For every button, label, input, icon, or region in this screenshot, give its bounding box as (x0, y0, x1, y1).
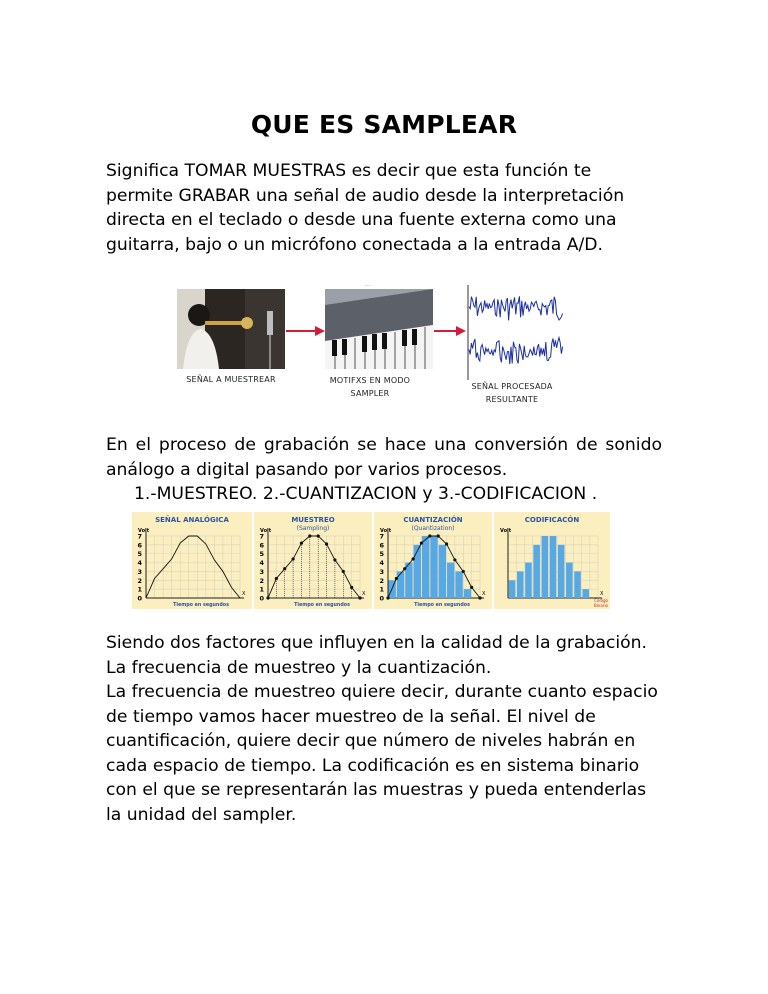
x-axis-label: Tiempo en segundos (173, 603, 229, 608)
x-axis-label: Tiempo en segundos (414, 603, 470, 608)
quantized-bar (422, 536, 429, 598)
coded-bar (509, 580, 516, 598)
y-tick-label: 5 (379, 550, 384, 559)
x-axis-arrow-label: X (482, 591, 486, 597)
sample-point (411, 557, 414, 560)
sample-point (403, 567, 406, 570)
y-axis-label: Volt (500, 528, 512, 534)
caption-sampler-line2: SAMPLER (350, 389, 390, 398)
y-tick-label: 5 (259, 550, 264, 559)
quantized-bar (447, 563, 454, 598)
y-tick-label: 0 (137, 594, 142, 603)
quantized-bar (439, 545, 446, 598)
panel-subtitle: (Sampling) (296, 525, 330, 532)
explanation-paragraph: La frecuencia de muestreo quiere decir, durante cuanto espacio de tiempo vamos hacer muestreo de la señal. El nivel de cuantificación, quiere decir que número de niveles habrán en cada espacio de tiempo. La codificación es en sistema binario con el que se representarán las muestras y pueda entenderlas la unidad del sampler. (106, 682, 658, 825)
y-tick-label: 7 (379, 532, 384, 541)
sample-point (386, 596, 389, 599)
keyboard-sampler-photo (325, 285, 433, 369)
quantized-bar (405, 563, 412, 598)
y-tick-label: 3 (137, 567, 142, 576)
panel-subtitle: (Quantization) (411, 525, 455, 532)
sample-point (283, 567, 286, 570)
quantized-bar (464, 589, 471, 598)
panel-title: CODIFICACÓN (524, 516, 580, 524)
y-tick-label: 7 (137, 532, 142, 541)
codes-label: Binario (593, 603, 608, 608)
page-title: QUE ES SAMPLEAR (250, 110, 518, 139)
y-tick-label: 4 (137, 559, 142, 568)
sample-point (275, 577, 278, 580)
sample-point (266, 596, 269, 599)
sample-point (291, 557, 294, 560)
waveform-display (468, 285, 563, 380)
sample-point (478, 596, 481, 599)
sample-point (350, 586, 353, 589)
caption-sampler (316, 374, 424, 400)
y-axis-label: Volt (380, 528, 392, 534)
codes-label: Código (594, 598, 608, 603)
arrow-icon (286, 326, 325, 336)
y-tick-label: 1 (259, 585, 264, 594)
y-tick-label: 3 (259, 567, 264, 576)
caption-result-line1: SEÑAL PROCESADA (471, 382, 553, 391)
coded-bar (574, 571, 581, 598)
factors-paragraph: Siendo dos factores que influyen en la calidad de la grabación. La frecuencia de muestreo y la cuantización. (106, 633, 648, 678)
coded-bar (517, 571, 524, 598)
sample-point (325, 542, 328, 545)
coded-bar (566, 563, 573, 598)
sample-point (395, 577, 398, 580)
y-tick-label: 2 (137, 576, 142, 585)
coded-bar (550, 536, 557, 598)
coded-bar (558, 545, 565, 598)
sample-point (453, 558, 456, 561)
sample-point (317, 534, 320, 537)
arrow-icon (434, 326, 466, 336)
sample-point (462, 570, 465, 573)
quantized-bar (455, 571, 462, 598)
y-axis-label: Volt (260, 528, 272, 534)
panel-title: CUANTIZACIÓN (403, 516, 463, 524)
y-tick-label: 7 (259, 532, 264, 541)
caption-signal: SEÑAL A MUESTREAR (186, 375, 276, 384)
y-tick-label: 3 (379, 567, 384, 576)
sample-point (342, 570, 345, 573)
x-axis-arrow-label: X (362, 591, 366, 597)
coded-bar (582, 589, 589, 598)
y-tick-label: 2 (259, 576, 264, 585)
sample-point (428, 534, 431, 537)
sample-point (470, 586, 473, 589)
panel-title: SEÑAL ANALÓGICA (155, 516, 229, 524)
coded-bar (542, 536, 549, 598)
y-tick-label: 0 (379, 594, 384, 603)
sample-point (445, 542, 448, 545)
y-tick-label: 6 (259, 541, 264, 550)
y-axis-label: Volt (138, 528, 150, 534)
x-axis-label: Tiempo en segundos (294, 603, 350, 608)
y-tick-label: 6 (137, 541, 142, 550)
chart-panel (132, 512, 252, 609)
y-tick-label: 4 (379, 559, 384, 568)
coded-bar (533, 545, 540, 598)
quantized-bar (414, 545, 421, 598)
panel-title: MUESTREO (291, 516, 335, 524)
caption-result-line2: RESULTANTE (485, 395, 539, 404)
intro-paragraph: Significa TOMAR MUESTRAS es decir que esta función te permite GRABAR una señal de audio desde la interpretación directa en el teclado o desde una fuente externa como una guitarra, bajo o un micrófono conectada a la entrada A/D. (106, 161, 625, 255)
y-tick-label: 0 (259, 594, 264, 603)
sample-point (333, 558, 336, 561)
sample-point (358, 596, 361, 599)
y-tick-label: 2 (379, 576, 384, 585)
sample-point (437, 534, 440, 537)
process-steps: 1.-MUESTREO. 2.-CUANTIZACION y 3.-CODIFICACION . (134, 484, 598, 504)
coded-bar (525, 563, 532, 598)
caption-sampler-line1: MOTIFXS EN MODO (329, 376, 411, 385)
sample-point (420, 541, 423, 544)
y-tick-label: 6 (379, 541, 384, 550)
analog-to-digital-figure (132, 512, 610, 609)
caption-result (458, 380, 566, 406)
y-tick-label: 5 (137, 550, 142, 559)
x-axis-arrow-label: X (600, 591, 604, 597)
quantized-bar (430, 536, 437, 598)
trumpet-player-photo (177, 289, 285, 369)
sample-point (308, 534, 311, 537)
y-tick-label: 1 (137, 585, 142, 594)
y-tick-label: 1 (379, 585, 384, 594)
x-axis-arrow-label: X (242, 591, 246, 597)
y-tick-label: 4 (259, 559, 264, 568)
sample-point (300, 541, 303, 544)
quantized-bar (397, 571, 404, 598)
process-paragraph: En el proceso de grabación se hace una conversión de sonido análogo a digital pasando por varios procesos. (106, 435, 662, 480)
